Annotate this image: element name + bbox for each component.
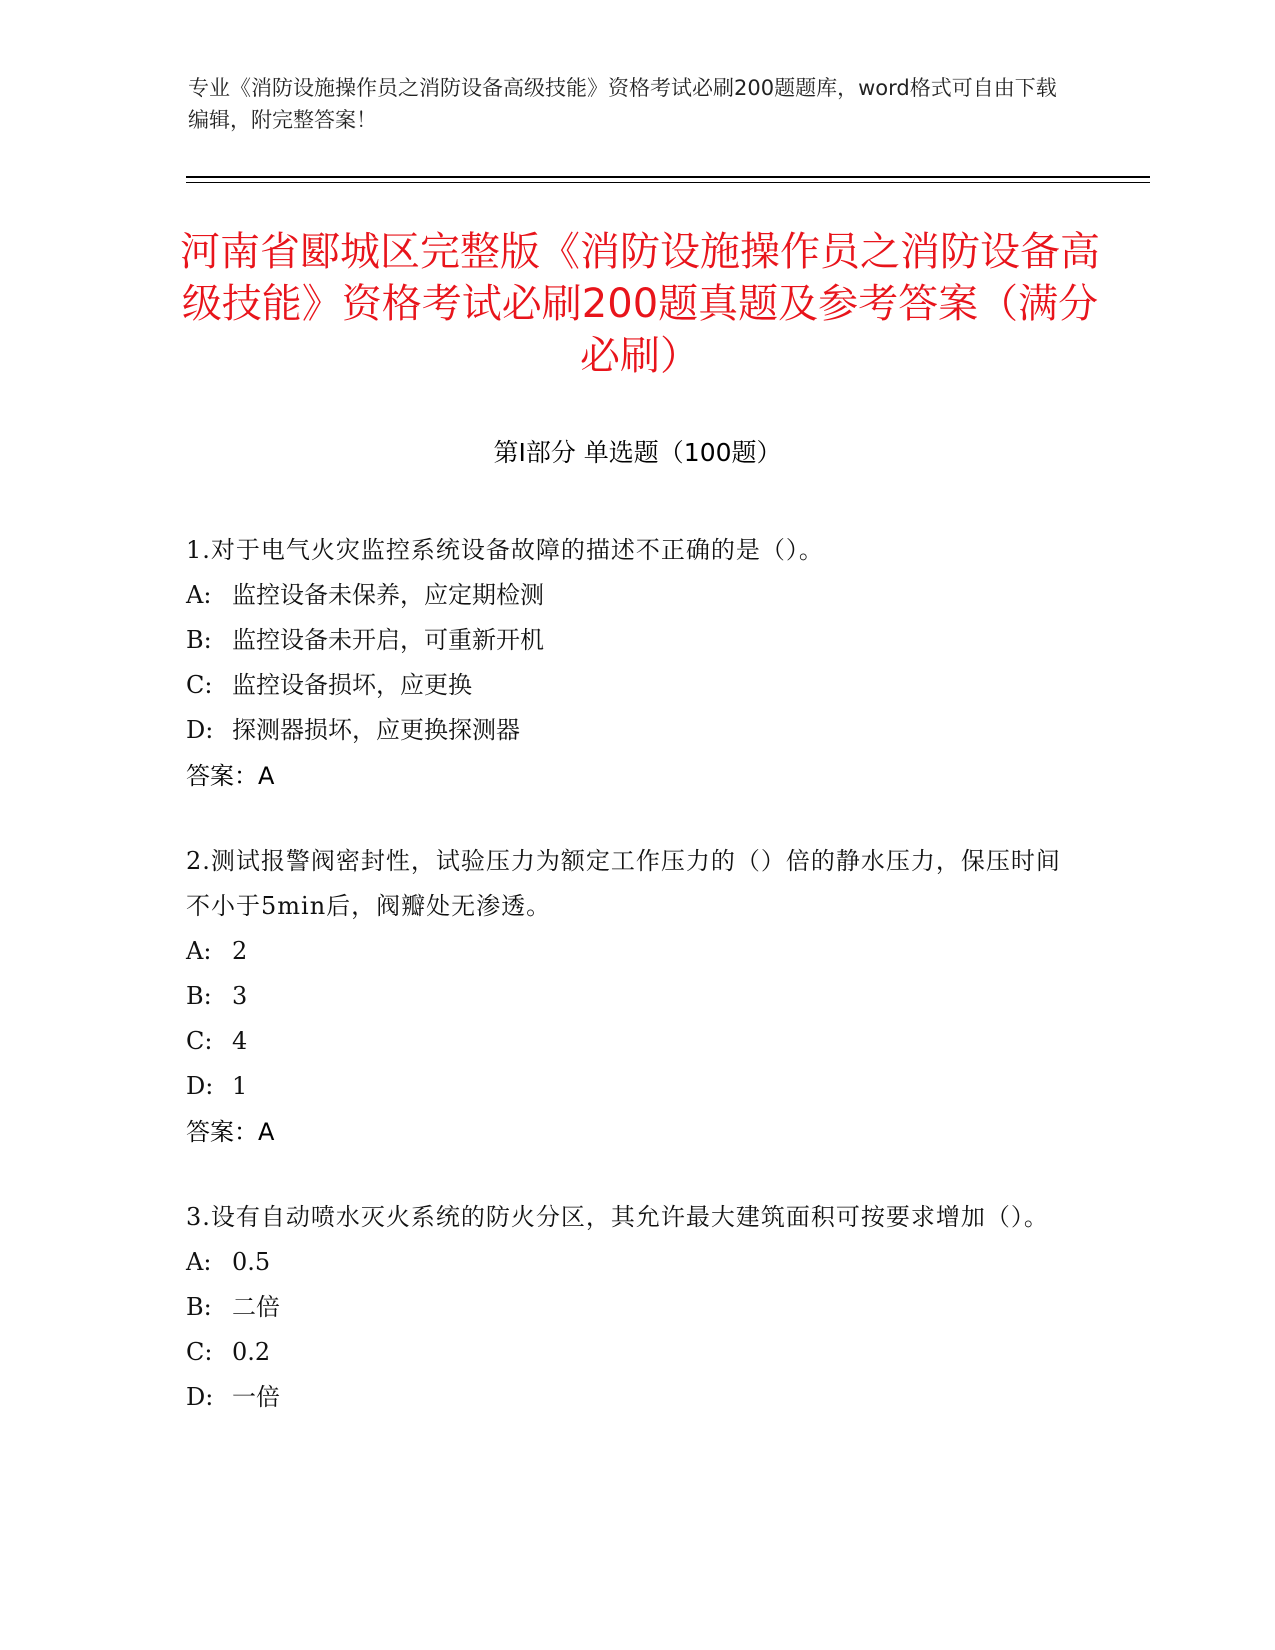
- option-d: [186, 1375, 1066, 1420]
- question-stem: 2.测试报警阀密封性，试验压力为额定工作压力的（）倍的静水压力，保压时间不小于5min后，阀瓣处无渗透。: [186, 847, 1061, 920]
- option-text: 二倍: [232, 1293, 280, 1321]
- question-stem: 1.对于电气火灾监控系统设备故障的描述不正确的是（）。: [186, 536, 824, 564]
- section-heading: 第I部分 单选题（100题）: [493, 438, 782, 467]
- option-text: 监控设备损坏，应更换: [232, 671, 472, 699]
- option-c: [186, 663, 1066, 708]
- option-a: [186, 573, 1066, 618]
- option-letter: B:: [186, 1293, 212, 1321]
- option-letter: C:: [186, 1338, 213, 1366]
- option-text: 0.2: [232, 1338, 271, 1366]
- header-note: 专业《消防设施操作员之消防设备高级技能》资格考试必刷200题题库，word格式可自由下载编辑，附完整答案！: [188, 76, 1057, 132]
- question-list: [186, 528, 1066, 1460]
- option-letter: D:: [186, 716, 214, 744]
- option-c: [186, 1330, 1066, 1375]
- document-title: 河南省郾城区完整版《消防设施操作员之消防设备高级技能》资格考试必刷200题真题及参考答案（满分必刷）: [180, 229, 1100, 379]
- option-text: 监控设备未开启，可重新开机: [232, 626, 544, 654]
- option-text: 1: [232, 1072, 248, 1100]
- question-2: [186, 839, 1066, 1155]
- option-letter: C:: [186, 1027, 213, 1055]
- option-text: 3: [232, 982, 248, 1010]
- option-c: [186, 1019, 1066, 1064]
- option-letter: A:: [186, 1248, 212, 1276]
- option-text: 4: [232, 1027, 248, 1055]
- option-text: 监控设备未保养，应定期检测: [232, 581, 544, 609]
- answer-line: 答案：A: [186, 762, 275, 790]
- option-letter: B:: [186, 626, 212, 654]
- option-d: [186, 708, 1066, 753]
- option-b: [186, 974, 1066, 1019]
- option-text: 0.5: [232, 1248, 271, 1276]
- question-stem: 3.设有自动喷水灭火系统的防火分区，其允许最大建筑面积可按要求增加（）。: [186, 1203, 1049, 1231]
- option-letter: A:: [186, 937, 212, 965]
- question-3: [186, 1195, 1066, 1420]
- option-d: [186, 1064, 1066, 1109]
- header-divider-thick: [186, 176, 1150, 178]
- option-letter: D:: [186, 1383, 214, 1411]
- option-letter: B:: [186, 982, 212, 1010]
- option-letter: A:: [186, 581, 212, 609]
- header-divider-thin: [186, 182, 1150, 183]
- option-text: 探测器损坏，应更换探测器: [232, 716, 520, 744]
- option-text: 一倍: [232, 1383, 280, 1411]
- option-text: 2: [232, 937, 248, 965]
- option-a: [186, 1240, 1066, 1285]
- option-a: [186, 929, 1066, 974]
- option-b: [186, 618, 1066, 663]
- question-1: [186, 528, 1066, 799]
- option-letter: C:: [186, 671, 213, 699]
- option-b: [186, 1285, 1066, 1330]
- option-letter: D:: [186, 1072, 214, 1100]
- answer-line: 答案：A: [186, 1118, 275, 1146]
